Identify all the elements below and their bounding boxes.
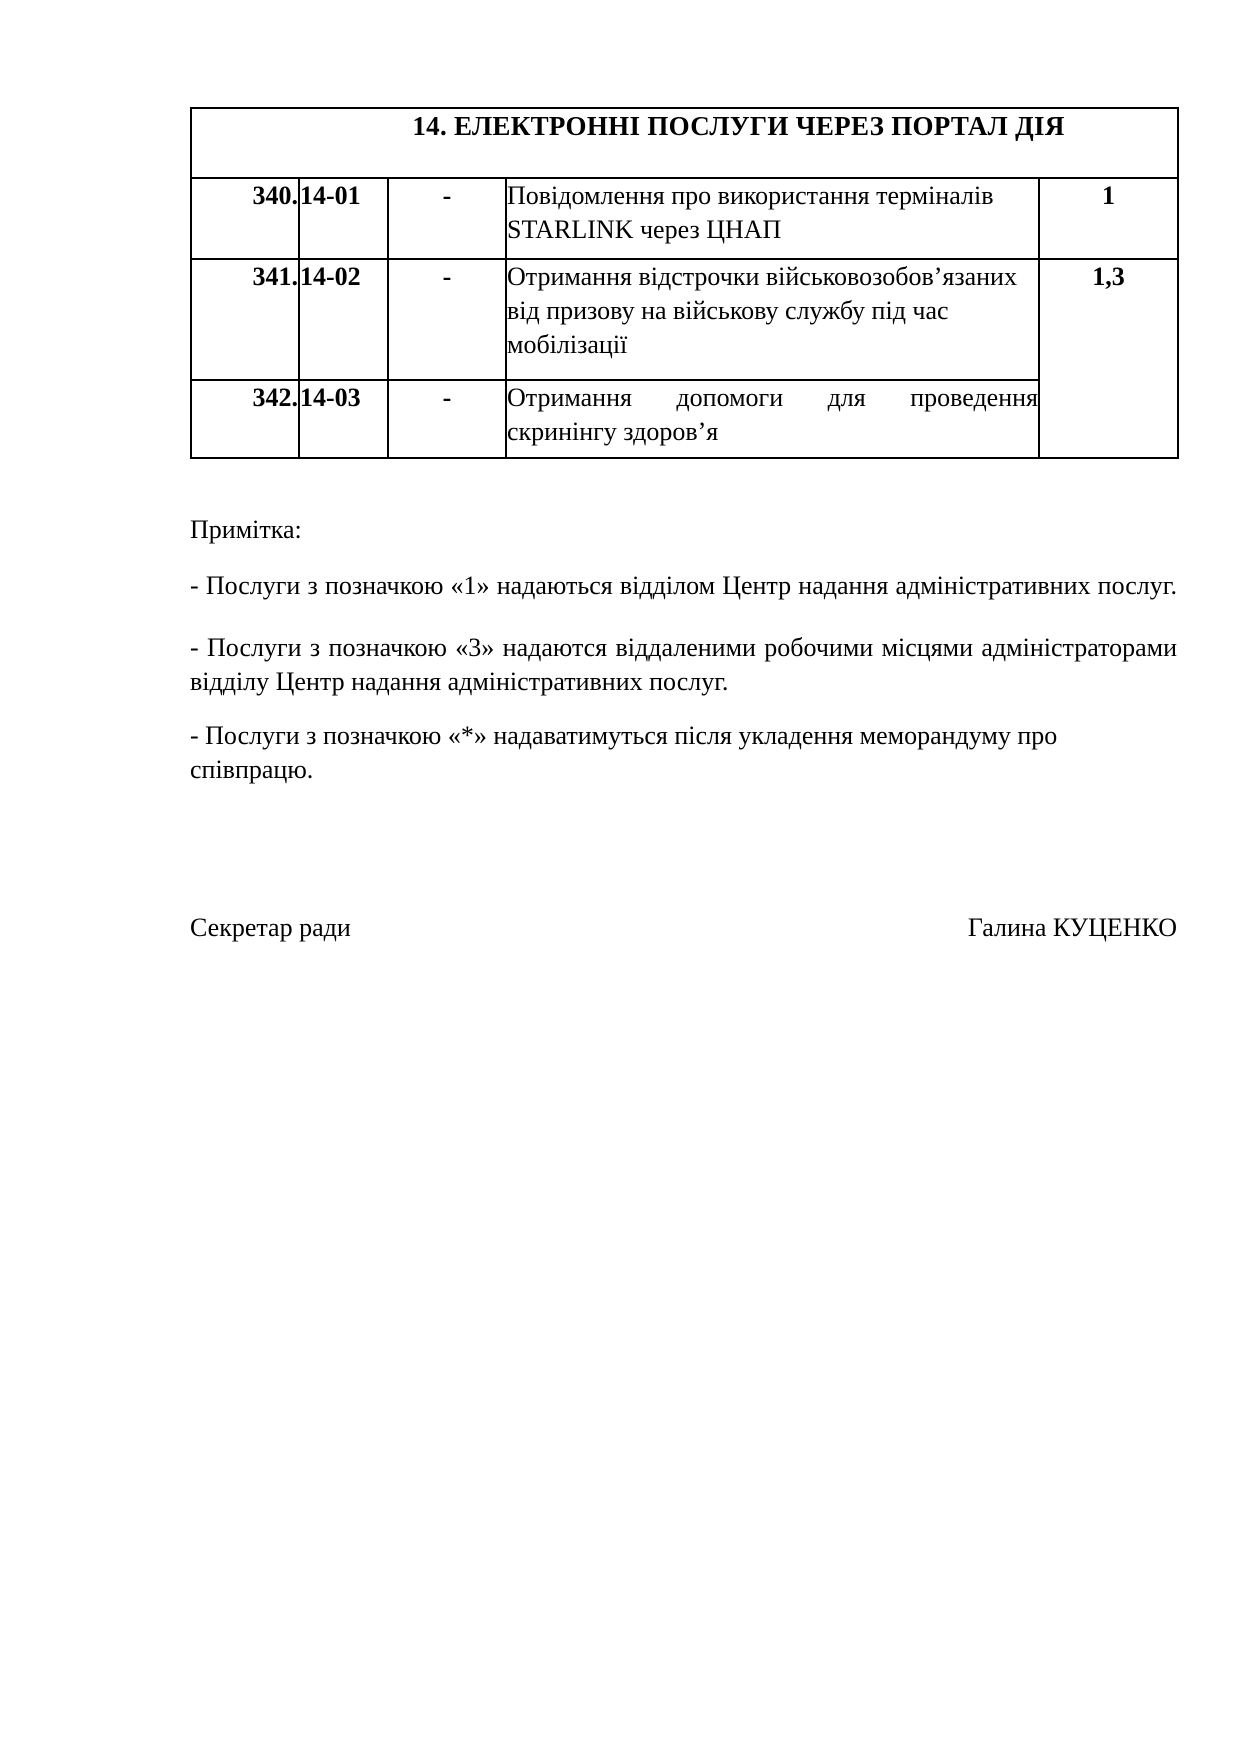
service-code: 14-02 [299,259,388,380]
description-line: Отримання допомоги для проведення [507,383,1038,412]
description-line: скринінгу здоров’я [507,417,719,446]
table-header-row [191,108,1178,178]
row-number: 341. [191,259,299,380]
signature-block [190,911,1177,945]
note-line: - Послуги з позначкою «3» надаются віддаленими робочими місцями адміністраторами [190,633,1177,662]
service-description [506,380,1039,458]
page-content [190,107,1177,945]
description-line: від призову на військову службу під час [507,296,949,325]
signature-role: Секретар ради [190,913,351,942]
description-line: Отримання відстрочки військовозобов’язаних [507,262,1017,291]
table-row-340 [191,178,1178,259]
description-line: STARLINK через ЦНАП [507,215,782,244]
service-marks: 1,3 [1039,259,1178,458]
service-description [506,178,1039,259]
table-row-342 [191,380,1178,458]
service-code: 14-03 [299,380,388,458]
note-line: - Послуги з позначкою «*» надаватимуться після укладення меморандуму про співпрацю. [190,721,1058,784]
note-line: - Послуги з позначкою «1» надаються відділом Центр надання адміністративних послуг. [190,571,1177,600]
row-number: 342. [191,380,299,458]
table-title: 14. ЕЛЕКТРОННІ ПОСЛУГИ ЧЕРЕЗ ПОРТАЛ ДІЯ [412,111,1065,141]
table-header-cell [191,108,1178,178]
note-item-1 [190,569,1177,603]
service-marks: 1 [1039,178,1178,259]
table-row-341 [191,259,1178,380]
row-number: 340. [191,178,299,259]
description-line: Повідомлення про використання терміналів [507,181,994,210]
services-table [190,107,1179,459]
note-line: відділу Центр надання адміністративних послуг. [190,667,729,696]
note-item-2 [190,631,1177,699]
notes-heading: Примітка: [190,515,302,544]
service-description [506,259,1039,380]
dash-cell: - [388,259,506,380]
service-code: 14-01 [299,178,388,259]
note-item-3 [190,719,1177,787]
signature-name: Галина КУЦЕНКО [967,913,1177,942]
description-line: мобілізації [507,330,628,359]
dash-cell: - [388,380,506,458]
dash-cell: - [388,178,506,259]
